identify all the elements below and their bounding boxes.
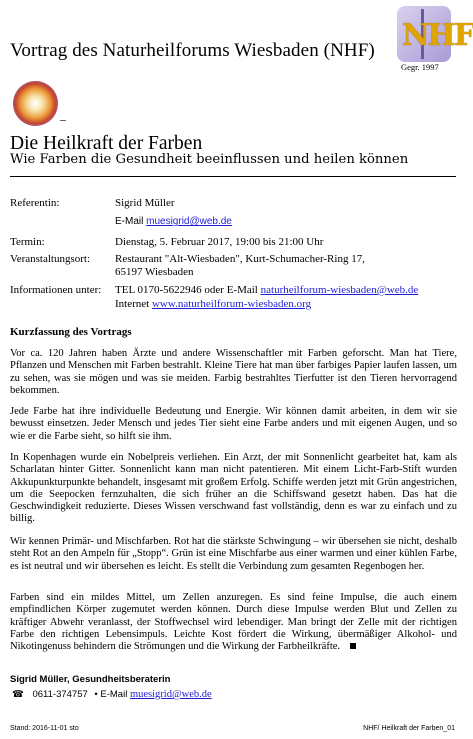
- author-signature: Sigrid Müller, Gesundheitsberaterin: [10, 674, 171, 685]
- author-contact-row: [12, 689, 212, 700]
- info-internet-row: [115, 298, 311, 310]
- referent-email-row: [115, 216, 232, 227]
- logo-text: NHF: [402, 18, 473, 53]
- info-contact-row: [115, 284, 418, 296]
- divider-mark: [60, 120, 66, 121]
- end-square-icon: [350, 643, 356, 649]
- flower-of-life-mandala-icon: [13, 81, 58, 126]
- footer-document-id: NHF/ Heilkraft der Farben_01: [363, 725, 455, 732]
- document-title: Die Heilkraft der Farben: [10, 133, 203, 154]
- venue-line-1: Restaurant "Alt-Wiesbaden", Kurt-Schumacher-Ring 17,: [115, 253, 365, 265]
- author-email-prefix: E-Mail: [100, 689, 128, 700]
- footer-status: Stand: 2016-11-01 sto: [10, 725, 79, 732]
- document-subtitle: Wie Farben die Gesundheit beeinflussen und heilen können: [10, 152, 409, 167]
- summary-paragraph-5: [10, 592, 457, 653]
- summary-heading: Kurzfassung des Vortrags: [10, 326, 132, 338]
- author-phone: 0611-374757: [32, 689, 88, 700]
- summary-paragraph-2: Jede Farbe hat ihre individuelle Bedeutung und Energie. Wir können damit arbeiten, in dem wir sie bewusst einsetzen. Jeder Mensch und jedes Tier sieht eine Farbe anders und mit eigenen Augen, und so wie er die Farbe sieht, so hilft sie ihm.: [10, 406, 457, 442]
- venue-line-2: 65197 Wiesbaden: [115, 266, 194, 278]
- venue-label: Veranstaltungsort:: [10, 253, 91, 265]
- bullet-icon: •: [94, 689, 98, 700]
- author-email-link[interactable]: muesigrid@web.de: [129, 689, 212, 700]
- summary-paragraph-1: Vor ca. 120 Jahren haben Ärzte und andere Wissenschaftler mit Farben geforscht. Man hat Tiere, Pflanzen und Menschen mit Farben bestrahlt. Kleine Tiere hat man über farbiges Papier laufen lassen, um zu sehen, was sie mögen und was sie meiden. Farbig bestrahltes Tierfutter ist den Tieren hervorragend bekommen.: [10, 348, 457, 396]
- referent-label: Referentin:: [10, 197, 60, 209]
- summary-paragraph-5-text: Farben sind ein mildes Mittel, um Zellen anzuregen. Es sind feine Impulse, die auch einem empfindlichen Körper zugemutet werden können. Durch diese Impulse werden Blut und Zellen zu kräftiger Abwehr veranlasst, der Stoffwechsel wird lebendiger. Man bringt der Zelle mit der richtigen Farbe den richtigen Lebensimpuls. Leichte Kost fördert die Wirkung, übermäßiger Alkohol- und Nikotingenuss behindern die Strömungen und die Wirkung der Farbheilkräfte.: [10, 592, 457, 653]
- forum-website-link[interactable]: www.naturheilforum-wiesbaden.org: [151, 298, 312, 310]
- termin-value: Dienstag, 5. Februar 2017, 19:00 bis 21:00 Uhr: [115, 236, 324, 248]
- internet-prefix: Internet: [115, 298, 150, 310]
- header-rule: [10, 176, 456, 177]
- summary-paragraph-4: Wir kennen Primär- und Mischfarben. Rot hat die stärkste Schwingung – wir übersehen sie nicht, deshalb steht Rot an den Ampeln für „Stopp“. Grün ist eine Mischfarbe aus einer warmen und einer kühlen Farbe, es ist neutral und wir übersehen es leicht. Es stellt die Verbindung zum gesamten Regenbogen her.: [10, 536, 457, 572]
- founded-note: Gegr. 1997: [401, 62, 439, 72]
- forum-email-link[interactable]: naturheilforum-wiesbaden@web.de: [260, 284, 419, 296]
- telephone-icon: ☎: [12, 689, 24, 700]
- info-label: Informationen unter:: [10, 284, 102, 296]
- nhf-logo: [397, 6, 473, 62]
- summary-paragraph-3: In Kopenhagen wurde ein Nobelpreis verliehen. Ein Arzt, der mit Sonnenlicht gearbeitet hat, kam als Scharlatan hinter Gitter. Sonnenlicht kann man nicht patentieren. Mit einem Licht-Farb-Stift wurden Akkupunkturpunkte behandelt, insgesamt mit großem Erfolg. Schiffe werden jetzt mit Grün angestrichen, um die Seepocken fernzuhalten, die sich früher an die Schiffswand gesetzt haben. Das hat die Geschwindigkeit reduzierte. Dieses Wissen verschwand fast vollständig, denn es war zu einfach und zu billig.: [10, 452, 457, 525]
- referent-value: Sigrid Müller: [115, 197, 175, 209]
- termin-label: Termin:: [10, 236, 45, 248]
- organization-title: Vortrag des Naturheilforums Wiesbaden (NHF): [10, 40, 375, 61]
- info-phone: TEL 0170-5622946 oder E-Mail: [115, 284, 258, 296]
- email-prefix: E-Mail: [115, 216, 144, 227]
- referent-email-link[interactable]: muesigrid@web.de: [146, 216, 232, 227]
